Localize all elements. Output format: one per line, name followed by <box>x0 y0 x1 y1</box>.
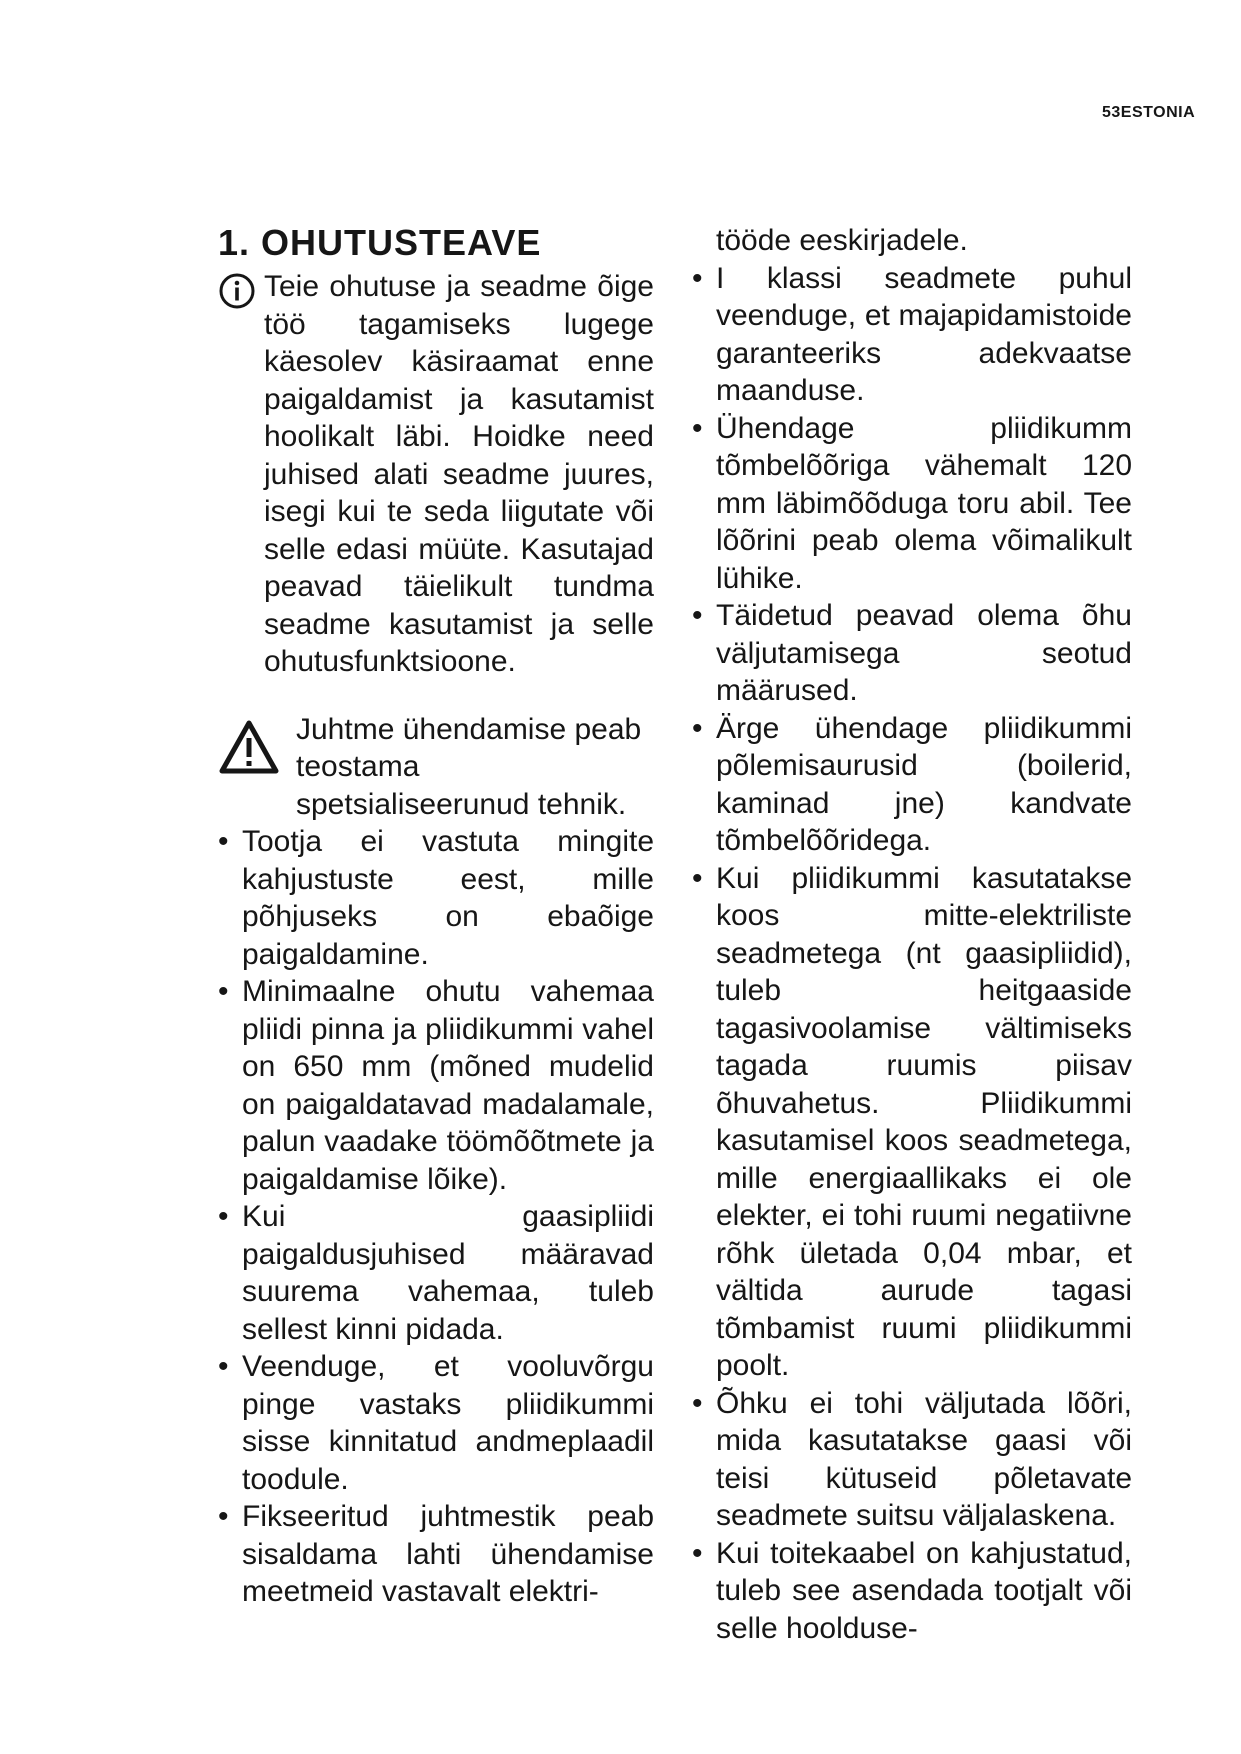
list-item: • Õhku ei tohi väljutada lõõri, mida kasutatakse gaasi või teisi kütuseid põletavate seadmete suitsu väljalaskena. <box>692 1385 1132 1535</box>
right-column <box>692 222 1132 1647</box>
warning-notice <box>218 711 654 824</box>
list-item: • Ühendage pliidikumm tõmbelõõriga vähemalt 120 mm läbimõõduga toru abil. Tee lõõrini peab olema võimalikult lühike. <box>692 410 1132 598</box>
left-column <box>218 222 654 1611</box>
list-item: • Veenduge, et vooluvõrgu pinge vastaks pliidikummi sisse kinnitatud andmeplaadil toodule. <box>218 1348 654 1498</box>
left-bullet-list <box>218 823 654 1611</box>
info-icon <box>218 272 256 320</box>
info-notice-text: Teie ohutuse ja seadme õige töö tagamiseks lugege käesolev käsiraamat enne paigaldamist ja kasutamist hoolikalt läbi. Hoidke need juhised alati seadme juures, isegi kui te seda liigutate või selle edasi müüte. Kasutajad peavad täielikult tundma seadme kasutamist ja selle ohutusfunktsioone. <box>264 270 654 678</box>
page-header-label: 53ESTONIA <box>1102 104 1196 121</box>
warning-notice-text: Juhtme ühendamise peab teostama spetsialiseerunud tehnik. <box>296 712 642 821</box>
right-bullet-list <box>692 260 1132 1648</box>
list-item: • Kui gaasipliidi paigaldusjuhised määravad suurema vahemaa, tuleb sellest kinni pidada. <box>218 1198 654 1348</box>
list-item: • Ärge ühendage pliidikummi põlemisaurusid (boilerid, kaminad jne) kandvate tõmbelõõridega. <box>692 710 1132 860</box>
list-item: • Kui pliidikummi kasutatakse koos mitte-elektriliste seadmetega (nt gaasipliidid), tuleb heitgaaside tagasivoolamise vältimiseks tagada ruumis piisav õhuvahetus. Pliidikummi kasutamisel koos seadmetega, mille energiaallikaks ei ole elekter, ei tohi ruumi negatiivne rõhk ületada 0,04 mbar, et vältida aurude tagasi tõmbamist ruumi pliidikummi poolt. <box>692 860 1132 1385</box>
continuation-text: tööde eeskirjadele. <box>716 224 968 257</box>
list-item: • I klassi seadmete puhul veenduge, et majapidamistoide garanteeriks adekvaatse maanduse. <box>692 260 1132 410</box>
list-item: • Kui toitekaabel on kahjustatud, tuleb see asendada tootjalt või selle hoolduse- <box>692 1535 1132 1648</box>
section-heading: 1. OHUTUSTEAVE <box>218 222 542 263</box>
list-item: • Minimaalne ohutu vahemaa pliidi pinna ja pliidikummi vahel on 650 mm (mõned mudelid on paigaldatavad madalamale, palun vaadake töömõõtmete ja paigaldamise lõike). <box>218 973 654 1198</box>
list-item: • Fikseeritud juhtmestik peab sisaldama lahti ühendamise meetmeid vastavalt elektri- <box>218 1498 654 1611</box>
list-item: • Täidetud peavad olema õhu väljutamisega seotud määrused. <box>692 597 1132 710</box>
info-notice <box>218 268 654 681</box>
warning-triangle-icon <box>218 719 280 785</box>
list-item: • Tootja ei vastuta mingite kahjustuste eest, mille põhjuseks on ebaõige paigaldamine. <box>218 823 654 973</box>
